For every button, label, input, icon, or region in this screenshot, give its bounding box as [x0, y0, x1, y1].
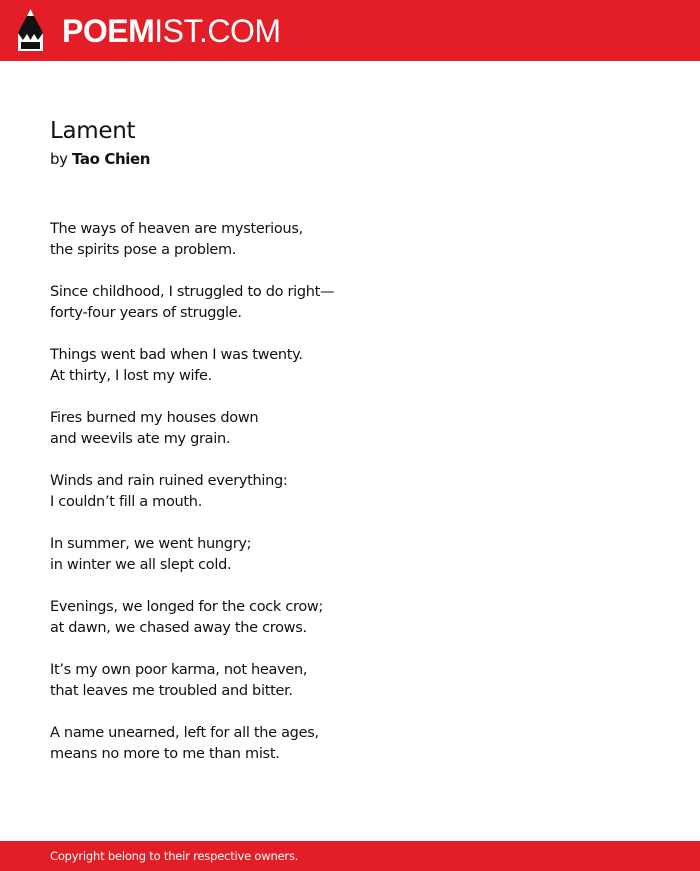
poem-line: Things went bad when I was twenty. [50, 347, 303, 363]
poem-line: In summer, we went hungry; [50, 536, 252, 552]
poem-title: Lament [50, 118, 136, 144]
poem-line: Since childhood, I struggled to do right— [50, 284, 335, 300]
stanza [50, 282, 650, 324]
poem-byline [50, 149, 150, 169]
stanza [50, 408, 650, 450]
site-logo-text[interactable] [62, 12, 281, 50]
poem-line: the spirits pose a problem. [50, 242, 237, 258]
stanza [50, 723, 650, 765]
site-header [0, 0, 700, 61]
poem-line: At thirty, I lost my wife. [50, 368, 212, 384]
poem-line: It’s my own poor karma, not heaven, [50, 662, 308, 678]
poem-line: Winds and rain ruined everything: [50, 473, 288, 489]
stanza [50, 219, 650, 261]
poem-line: in winter we all slept cold. [50, 557, 232, 573]
stanza [50, 597, 650, 639]
site-footer [0, 841, 700, 871]
poem-line: Evenings, we longed for the cock crow; [50, 599, 324, 615]
poem-line: forty-four years of struggle. [50, 305, 242, 321]
poem-author: Tao Chien [71, 150, 151, 168]
poem-line: The ways of heaven are mysterious, [50, 221, 303, 237]
poem-line: I couldn’t fill a mouth. [50, 494, 203, 510]
poem-line: means no more to me than mist. [50, 746, 280, 762]
poem-line: A name unearned, left for all the ages, [50, 725, 319, 741]
stanza [50, 660, 650, 702]
brand-light: IST.COM [154, 13, 281, 49]
stanza [50, 345, 650, 387]
copyright-notice: Copyright belong to their respective owners. [50, 849, 299, 863]
poem-body [50, 219, 650, 786]
poem-line: that leaves me troubled and bitter. [50, 683, 293, 699]
by-label: by [50, 150, 68, 168]
brand-bold: POEM [62, 13, 155, 49]
stanza [50, 471, 650, 513]
pencil-tip-icon[interactable] [18, 9, 43, 51]
poem-line: Fires burned my houses down [50, 410, 259, 426]
poem-line: and weevils ate my grain. [50, 431, 231, 447]
stanza [50, 534, 650, 576]
poem-line: at dawn, we chased away the crows. [50, 620, 307, 636]
